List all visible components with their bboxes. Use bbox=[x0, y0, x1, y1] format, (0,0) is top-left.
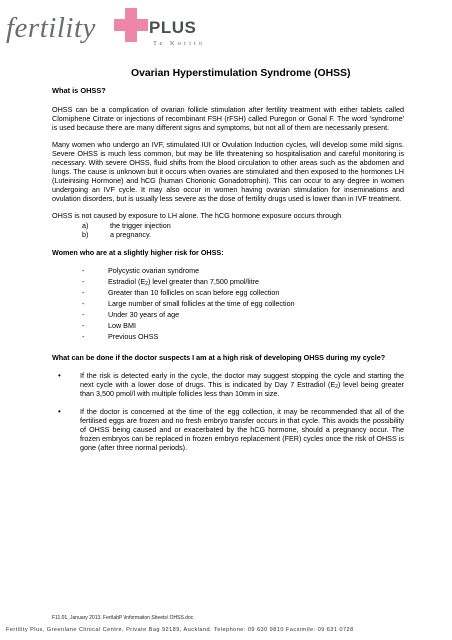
section-heading-higher-risk: Women who are at a slightly higher risk for OHSS: bbox=[52, 248, 224, 257]
list-item bbox=[52, 221, 404, 230]
list-marker: - bbox=[82, 266, 85, 275]
paragraph: OHSS can be a complication of ovarian follicle stimulation after fertility treatment with either tablets called Clomiphene Citrate or injections of recombinant FSH (rFSH) called Puregon or Gonal F. The word 'syndrome' is used because there are many different signs and symptoms, but not all of them are necessarily present. bbox=[52, 105, 404, 132]
list-marker: - bbox=[82, 299, 85, 308]
list-marker: - bbox=[82, 332, 85, 341]
exposure-list bbox=[52, 221, 404, 239]
fertility-plus-logo bbox=[6, 6, 206, 54]
list-text: a pregnancy. bbox=[110, 230, 152, 239]
list-text: Large number of small follicles at the time of egg collection bbox=[108, 299, 295, 308]
list-text: Under 30 years of age bbox=[108, 310, 180, 319]
list-marker: a) bbox=[82, 221, 89, 230]
list-text: the trigger injection bbox=[110, 221, 171, 230]
bullet-icon: • bbox=[58, 371, 61, 380]
list-marker: - bbox=[82, 277, 85, 286]
logo-wordmark-fertility: fertility bbox=[6, 12, 96, 44]
logo-subtitle: Te Korito bbox=[153, 40, 205, 47]
list-text: Estradiol $(E_2)$ level greater than 7,500 pmol/litre bbox=[108, 277, 260, 287]
list-marker: - bbox=[82, 288, 85, 297]
section-heading-what-is-ohss: What is OHSS? bbox=[52, 86, 106, 95]
paragraph: OHSS is not caused by exposure to LH alone. The hCG hormone exposure occurs through bbox=[52, 211, 342, 220]
document-title: Ovarian Hyperstimulation Syndrome (OHSS) bbox=[131, 68, 351, 79]
list-marker: - bbox=[82, 310, 85, 319]
list-text: Greater than 10 follicles on scan before egg collection bbox=[108, 288, 280, 297]
risk-factor-list bbox=[52, 266, 404, 343]
list-text: Previous OHSS bbox=[108, 332, 159, 341]
list-item bbox=[52, 321, 404, 332]
list-item bbox=[52, 266, 404, 277]
list-text: If the risk is detected early in the cycle, the doctor may suggest stopping the cycle and starting the next cycle with a lower dose of drugs. This is indicated by Day 7 Estradiol $(E_2)$ level being greater than 3,500 pmol/l with multiple follicles less than 10mm in size. bbox=[80, 371, 405, 398]
list-item bbox=[52, 407, 404, 452]
list-text: Low BMI bbox=[108, 321, 136, 330]
list-item bbox=[52, 371, 404, 398]
document-body bbox=[52, 86, 404, 461]
logo-cross-icon bbox=[114, 8, 148, 42]
list-text: If the doctor is concerned at the time of the egg collection, it may be recommended that all of the fertilised eggs are frozen and no fresh embryo transfer occurs in that cycle. This avoids the possibility of OHSS being caused and or exacerbated by the hCG hormone, should a pregnancy occur. The frozen embryos can be replaced in frozen embryo replacement (FER) cycles once the risk of OHSS is gone (after three normal periods). bbox=[80, 407, 404, 452]
list-text: Polycystic ovarian syndrome bbox=[108, 266, 200, 275]
section-heading-high-risk-actions: What can be done if the doctor suspects I am at a high risk of developing OHSS during my cycle? bbox=[52, 353, 386, 362]
footer-address: Fertility Plus, Greenlane Clinical Centre, Private Bag 92189, Auckland. Telephone: 09 630 9810 Facsimile: 09 631 0728 bbox=[6, 627, 354, 633]
list-item bbox=[52, 288, 404, 299]
list-item bbox=[52, 230, 404, 239]
actions-list bbox=[52, 371, 404, 452]
paragraph: Many women who undergo an IVF, stimulated IUI or Ovulation Induction cycles, will develop some mild signs. Severe OHSS is much less common, but may be life threatening so hospitalisation and careful monitoring is necessary. With severe OHSS, fluid shifts from the blood circulation to other areas such as the abdomen and lungs. The cause is unknown but it occurs when ovaries are stimulated and then exposed to the hormones LH (Luteinising Hormone) and hCG (human Chorionic Gonadotrophin). This can occur to any degree in women undergoing an IVF cycle. It may also occur in women having ovarian stimulation for inseminations and ovulation disorders, but is usually less severe as the dose of fertility drugs used is lower than in IVF treatment. bbox=[52, 140, 404, 203]
list-item bbox=[52, 299, 404, 310]
list-marker: b) bbox=[82, 230, 89, 239]
document-reference: F11.01, January 2013, FertIabP \Information Sheets\ OHSS.doc bbox=[52, 615, 194, 621]
list-item bbox=[52, 310, 404, 321]
list-item bbox=[52, 332, 404, 343]
list-item bbox=[52, 277, 404, 288]
logo-wordmark-plus: PLUS bbox=[149, 18, 197, 37]
bullet-icon: • bbox=[58, 407, 61, 416]
list-marker: - bbox=[82, 321, 85, 330]
